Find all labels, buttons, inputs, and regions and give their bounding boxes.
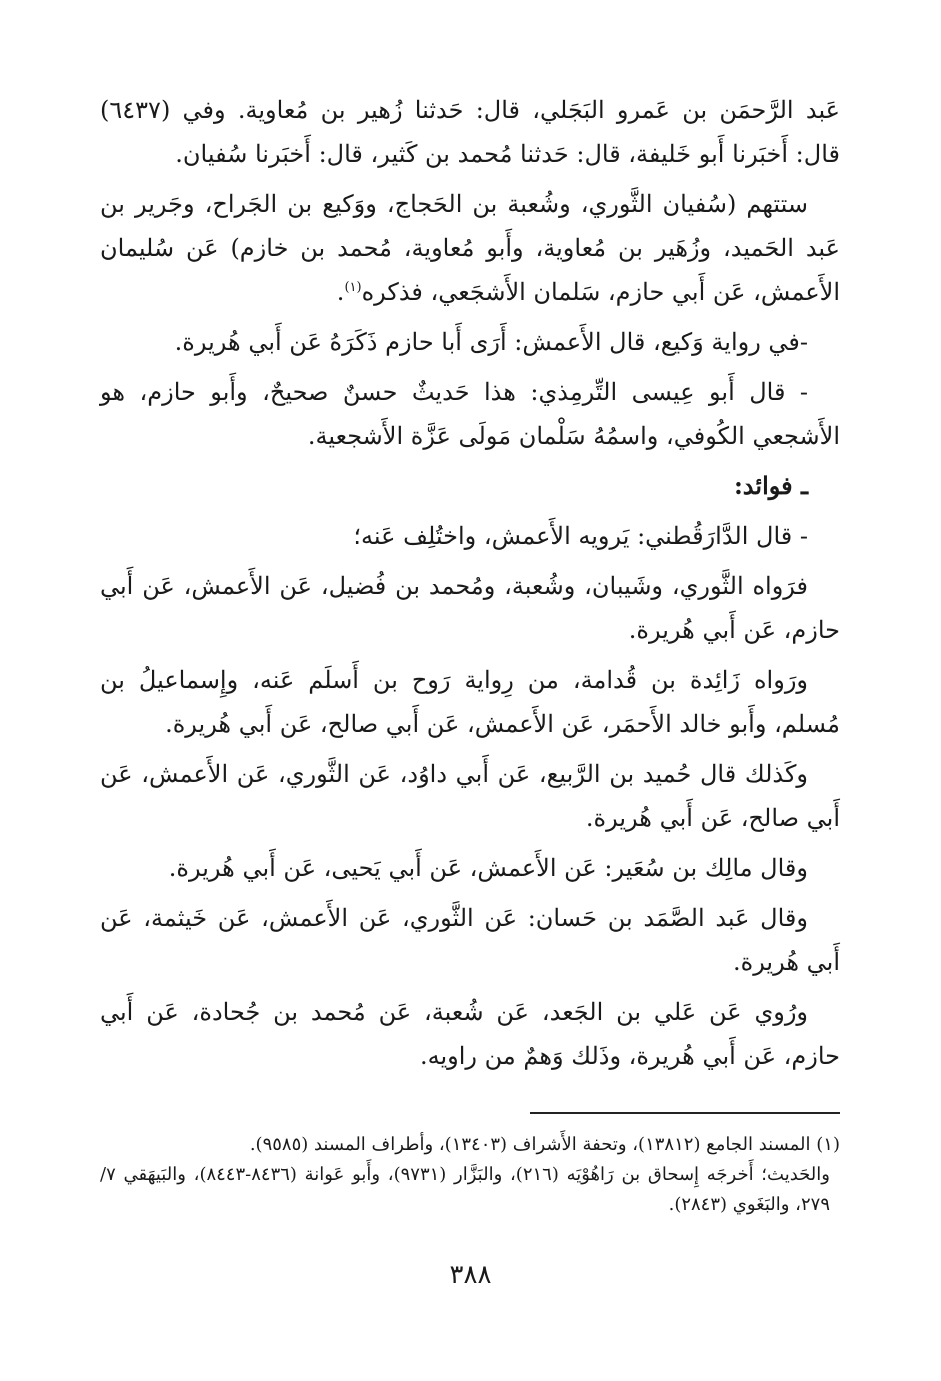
footnote-1: (١) المسند الجامع (١٣٨١٢)، وتحفة الأَشراف (١٣٤٠٣)، وأطراف المسند (٩٥٨٥). — [249, 1134, 840, 1155]
paragraph-2-text: ستتهم (سُفيان الثَّوري، وشُعبة بن الحَجاج، ووَكيع بن الجَراح، وجَرير بن عَبد الحَميد، وزُهَير بن مُعاوية، وأَبو مُعاوية، مُحمد بن خازم) عَن سُليمان الأَعمش، عَن أَبي حازم، سَلمان الأَشجَعي، فذكره — [100, 190, 840, 306]
paragraph-8: ورَواه زَائِدة بن قُدامة، من رِواية رَوح بن أَسلَم عَنه، وإِسماعيلُ بن مُسلم، وأَبو خالد الأَحمَر، عَن الأَعمش، عَن أَبي صالح، عَن أَبي هُريرة. — [100, 666, 840, 738]
footnotes — [100, 1130, 840, 1220]
footnote-1-continuation: والحَديث؛ أَخرجَه إِسحاق بن رَاهُوْيَه (٢١٦)، والبَزَّار (٩٧٣١)، وأَبو عَوانة (٨٤٣٦-٨٤٤٣)، والبَيهَقي ٧/ ٢٧٩، والبَغَوي (٢٨٤٣). — [100, 1164, 830, 1215]
paragraph-9: وكَذلك قال حُميد بن الرَّبيع، عَن أَبي داوُد، عَن الثَّوري، عَن الأَعمش، عَن أَبي صالح، عَن أَبي هُريرة. — [100, 760, 840, 832]
paragraph-10: وقال مالِك بن سُعَير: عَن الأَعمش، عَن أَبي يَحيى، عَن أَبي هُريرة. — [168, 854, 808, 882]
section-heading-fawaid: ـ فوائد: — [733, 471, 808, 500]
paragraph-2: ستتهم (سُفيان الثَّوري، وشُعبة بن الحَجاج، ووَكيع بن الجَراح، وجَرير بن عَبد الحَميد، وزُهَير بن مُعاوية، وأَبو مُعاوية، مُحمد بن خازم) عَن سُليمان الأَعمش، عَن أَبي حازم، سَلمان الأَشجَعي، فذكره$^{(١)}$. — [100, 190, 840, 306]
paragraph-6: - قال الدَّارَقُطني: يَرويه الأَعمش، واختُلِف عَنه؛ — [353, 522, 808, 550]
paragraph-3: -في رواية وَكيع، قال الأَعمش: أَرَى أَبا حازم ذَكَرَهُ عَن أَبي هُريرة. — [174, 328, 808, 356]
page-number: ٣٨٨ — [449, 1260, 492, 1290]
paragraph-12: ورُوي عَن عَلي بن الجَعد، عَن شُعبة، عَن مُحمد بن جُحادة، عَن أَبي حازم، عَن أَبي هُريرة، وذَلك وَهمٌ من راويه. — [100, 998, 840, 1070]
paragraph-11: وقال عَبد الصَّمَد بن حَسان: عَن الثَّوري، عَن الأَعمش، عَن خَيثمة، عَن أَبي هُريرة. — [100, 904, 840, 976]
footnote-reference[interactable]: (١) — [344, 280, 362, 295]
paragraph-1: عَبد الرَّحمَن بن عَمرو البَجَلي، قال: حَدثنا زُهير بن مُعاوية. وفي (٦٤٣٧) قال: أَخبَرنا أَبو خَليفة، قال: حَدثنا مُحمد بن كَثير، قال: أَخبَرنا سُفيان. — [100, 96, 841, 168]
paragraph-7: فرَواه الثَّوري، وشَيبان، وشُعبة، ومُحمد بن فُضيل، عَن الأَعمش، عَن أَبي حازم، عَن أَبي هُريرة. — [100, 572, 840, 644]
main-text — [100, 88, 840, 1084]
footnote-divider — [530, 1112, 840, 1114]
paragraph-4: - قال أَبو عِيسى التِّرمِذي: هذا حَديثٌ حسنٌ صحيحٌ، وأَبو حازم، هو الأَشجعي الكُوفي، واسمُهُ سَلْمان مَولَى عَزَّة الأَشجعية. — [100, 378, 840, 450]
